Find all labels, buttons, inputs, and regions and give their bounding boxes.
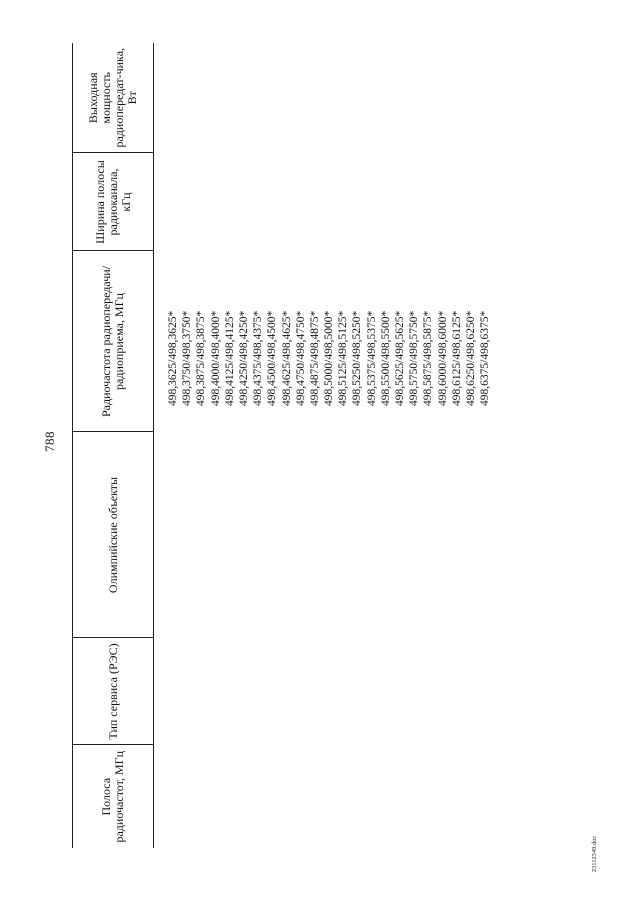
header-frequency-band: Полоса радиочастот, МГц [73,745,154,848]
frequency-value: 498,6125/498,6125* [450,310,463,406]
table-header-row [73,43,154,848]
frequency-value: 498,3750/498,3750* [181,310,194,406]
frequency-value: 498,4000/498,4000* [209,310,222,406]
frequency-value: 498,6000/498,6000* [436,310,449,406]
header-tx-rx-frequency: Радиочастота радиопередачи/ радиоприема, МГц [73,251,154,432]
frequency-value: 498,5750/498,5750* [408,310,421,406]
frequency-value: 498,5375/498,5375* [365,310,378,406]
header-output-power: Выходная мощность радиопередат-чика, Вт [73,43,154,153]
frequency-value: 498,5000/498,5000* [323,310,336,406]
cell-olympic-objects [154,432,493,638]
frequency-value: 498,5500/498,5500* [379,310,392,406]
header-service-type: Тип сервиса (РЭС) [73,638,154,745]
frequency-value: 498,5625/498,5625* [394,310,406,406]
frequency-value: 498,6375/498,6375* [479,310,492,406]
frequency-value: 498,4500/498,4500* [266,310,279,406]
document-id: 23112349.doc [592,835,598,872]
frequency-value: 498,3625/498,3625* [167,310,179,406]
cell-service-type [154,638,493,745]
cell-channel-bandwidth [154,153,493,251]
cell-frequency-band [154,745,493,848]
cell-output-power [154,43,493,153]
header-olympic-objects: Олимпийские объекты [73,432,154,638]
frequency-value: 498,4375/498,4375* [252,310,265,406]
frequency-value: 498,4625/498,4625* [280,310,293,406]
table-row [154,43,493,848]
frequency-value: 498,4875/498,4875* [308,310,321,406]
frequency-value: 498,4125/498,4125* [223,310,236,406]
frequency-value: 498,3875/498,3875* [195,310,208,406]
frequency-value: 498,4750/498,4750* [294,310,307,406]
frequency-value: 498,5125/498,5125* [337,310,350,406]
frequency-value: 498,4250/498,4250* [237,310,250,406]
frequency-value: 498,6250/498,6250* [464,310,477,406]
frequency-table [72,43,547,848]
page-number: 788 [42,431,57,452]
header-channel-bandwidth: Ширина полосы радиоканала, кГц [73,153,154,251]
frequency-value: 498,5875/498,5875* [422,310,435,406]
cell-frequency-list [154,251,493,432]
frequency-value: 498,5250/498,5250* [351,310,364,406]
